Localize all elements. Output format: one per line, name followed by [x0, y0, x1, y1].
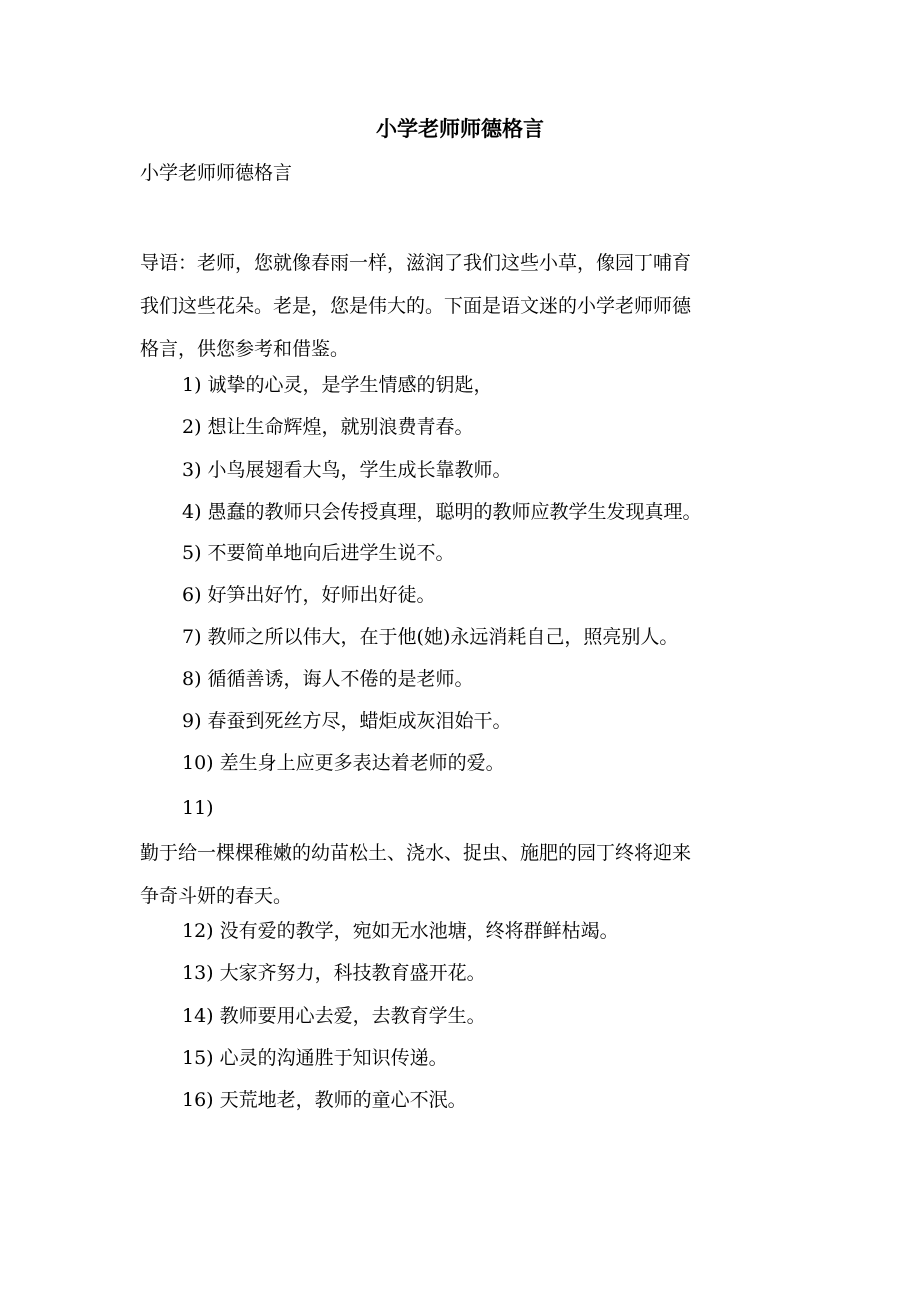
document-title: 小学老师师德格言	[376, 116, 544, 141]
motto-item-11-line: 争奇斗妍的春天。	[140, 885, 293, 907]
motto-item-15: 15) 心灵的沟通胜于知识传递。	[182, 1047, 448, 1069]
intro-paragraph	[140, 242, 780, 371]
motto-item-16: 16) 天荒地老，教师的童心不泯。	[182, 1089, 467, 1111]
motto-item-14: 14) 教师要用心去爱，去教育学生。	[182, 1005, 486, 1027]
motto-item-4: 4) 愚蠢的教师只会传授真理，聪明的教师应教学生发现真理。	[182, 501, 702, 523]
motto-item-8: 8) 循循善诱，诲人不倦的是老师。	[182, 668, 474, 690]
intro-line: 导语：老师，您就像春雨一样，滋润了我们这些小草，像园丁哺育	[140, 252, 692, 274]
motto-item-2: 2) 想让生命辉煌，就别浪费青春。	[182, 416, 474, 438]
motto-item-11-text	[140, 832, 780, 918]
motto-item-11-number: 11)	[182, 797, 214, 819]
intro-line: 我们这些花朵。老是，您是伟大的。下面是语文迷的小学老师师德	[140, 295, 692, 317]
motto-item-5: 5) 不要简单地向后进学生说不。	[182, 542, 455, 564]
motto-item-9: 9) 春蚕到死丝方尽，蜡炬成灰泪始干。	[182, 710, 512, 732]
motto-item-13: 13) 大家齐努力，科技教育盛开花。	[182, 962, 486, 984]
motto-item-1: 1) 诚挚的心灵，是学生情感的钥匙，	[182, 374, 493, 396]
motto-item-10: 10) 差生身上应更多表达着老师的爱。	[182, 752, 505, 774]
intro-line: 格言，供您参考和借鉴。	[140, 338, 350, 360]
motto-item-11-line: 勤于给一棵棵稚嫩的幼苗松土、浇水、捉虫、施肥的园丁终将迎来	[140, 842, 692, 864]
motto-item-7: 7) 教师之所以伟大，在于他(她)永远消耗自己，照亮别人。	[182, 626, 679, 648]
motto-item-12: 12) 没有爱的教学，宛如无水池塘，终将群鲜枯竭。	[182, 920, 619, 942]
document-subtitle: 小学老师师德格言	[140, 162, 293, 184]
motto-item-3: 3) 小鸟展翅看大鸟，学生成长靠教师。	[182, 459, 512, 481]
motto-item-6: 6) 好笋出好竹，好师出好徒。	[182, 584, 436, 606]
